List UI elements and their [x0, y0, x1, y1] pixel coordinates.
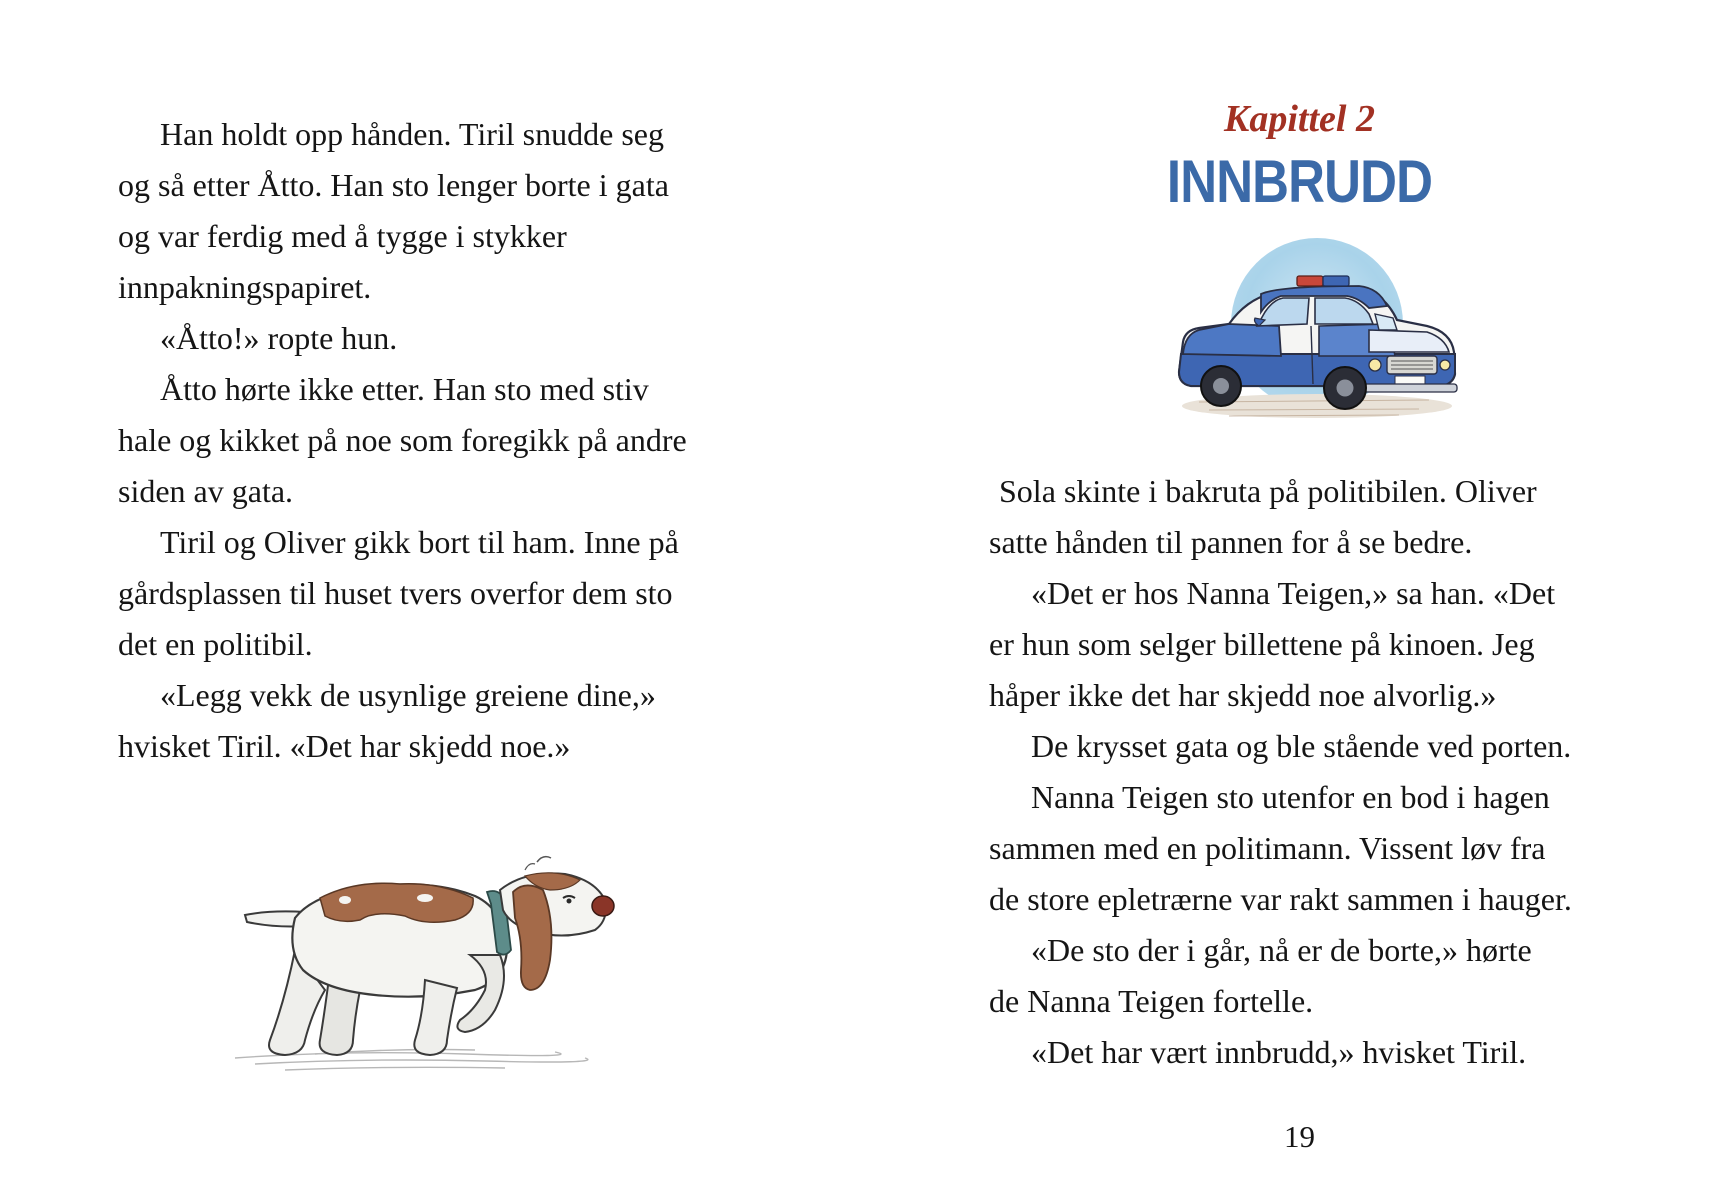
text-line: «Åtto!» ropte hun.: [160, 320, 398, 356]
text-line: hvisket Tiril. «Det har skjedd noe.»: [118, 728, 571, 764]
text-line: er hun som selger billettene på kinoen. Jeg: [989, 626, 1535, 662]
text-line: hale og kikket på noe som foregikk på andre: [118, 422, 687, 458]
text-line: det en politibil.: [118, 626, 313, 662]
text-line: Åtto hørte ikke etter. Han sto med stiv: [160, 371, 649, 407]
chapter-title: INNBRUDD: [1166, 148, 1433, 215]
text-line: «Det har vært innbrudd,» hvisket Tiril.: [1031, 1034, 1527, 1070]
paragraph: [118, 313, 778, 364]
text-line: siden av gata.: [118, 473, 294, 509]
text-line: «Legg vekk de usynlige greiene dine,»: [160, 677, 656, 713]
text-line: satte hånden til pannen for å se bedre.: [989, 524, 1473, 560]
paragraph: [118, 364, 778, 517]
left-page-text: [118, 109, 778, 772]
paragraph: [989, 568, 1649, 721]
paragraph: [989, 925, 1649, 1027]
page-number: 19: [1284, 1119, 1315, 1154]
text-line: og var ferdig med å tygge i stykker: [118, 218, 567, 254]
text-line: og så etter Åtto. Han sto lenger borte i gata: [118, 167, 669, 203]
paragraph: [118, 517, 778, 670]
text-line: Han holdt opp hånden. Tiril snudde seg: [160, 116, 664, 152]
police-car-illustration: [1169, 234, 1459, 434]
text-line: Tiril og Oliver gikk bort til ham. Inne på: [160, 524, 679, 560]
text-line: Nanna Teigen sto utenfor en bod i hagen: [1031, 779, 1550, 815]
text-line: innpakningspapiret.: [118, 269, 372, 305]
paragraph: [118, 109, 778, 313]
text-line: «Det er hos Nanna Teigen,» sa han. «Det: [1031, 575, 1556, 611]
right-page-text: [989, 466, 1649, 1078]
text-line: Sola skinte i bakruta på politibilen. Oliver: [999, 473, 1537, 509]
paragraph: [989, 772, 1649, 925]
right-page: [866, 0, 1733, 1200]
text-line: «De sto der i går, nå er de borte,» hørte: [1031, 932, 1532, 968]
dog-illustration: [225, 840, 685, 1090]
text-line: de Nanna Teigen fortelle.: [989, 983, 1314, 1019]
text-line: de store epletrærne var rakt sammen i hauger.: [989, 881, 1572, 917]
paragraph: [989, 721, 1649, 772]
text-line: håper ikke det har skjedd noe alvorlig.»: [989, 677, 1497, 713]
text-line: sammen med en politimann. Vissent løv fra: [989, 830, 1546, 866]
paragraph: [989, 466, 1649, 568]
paragraph: [989, 1027, 1649, 1078]
text-line: gårdsplassen til huset tvers overfor dem sto: [118, 575, 673, 611]
chapter-label: Kapittel 2: [1224, 98, 1375, 140]
text-line: De krysset gata og ble stående ved porten.: [1031, 728, 1572, 764]
paragraph: [118, 670, 778, 772]
left-page: [0, 0, 866, 1200]
